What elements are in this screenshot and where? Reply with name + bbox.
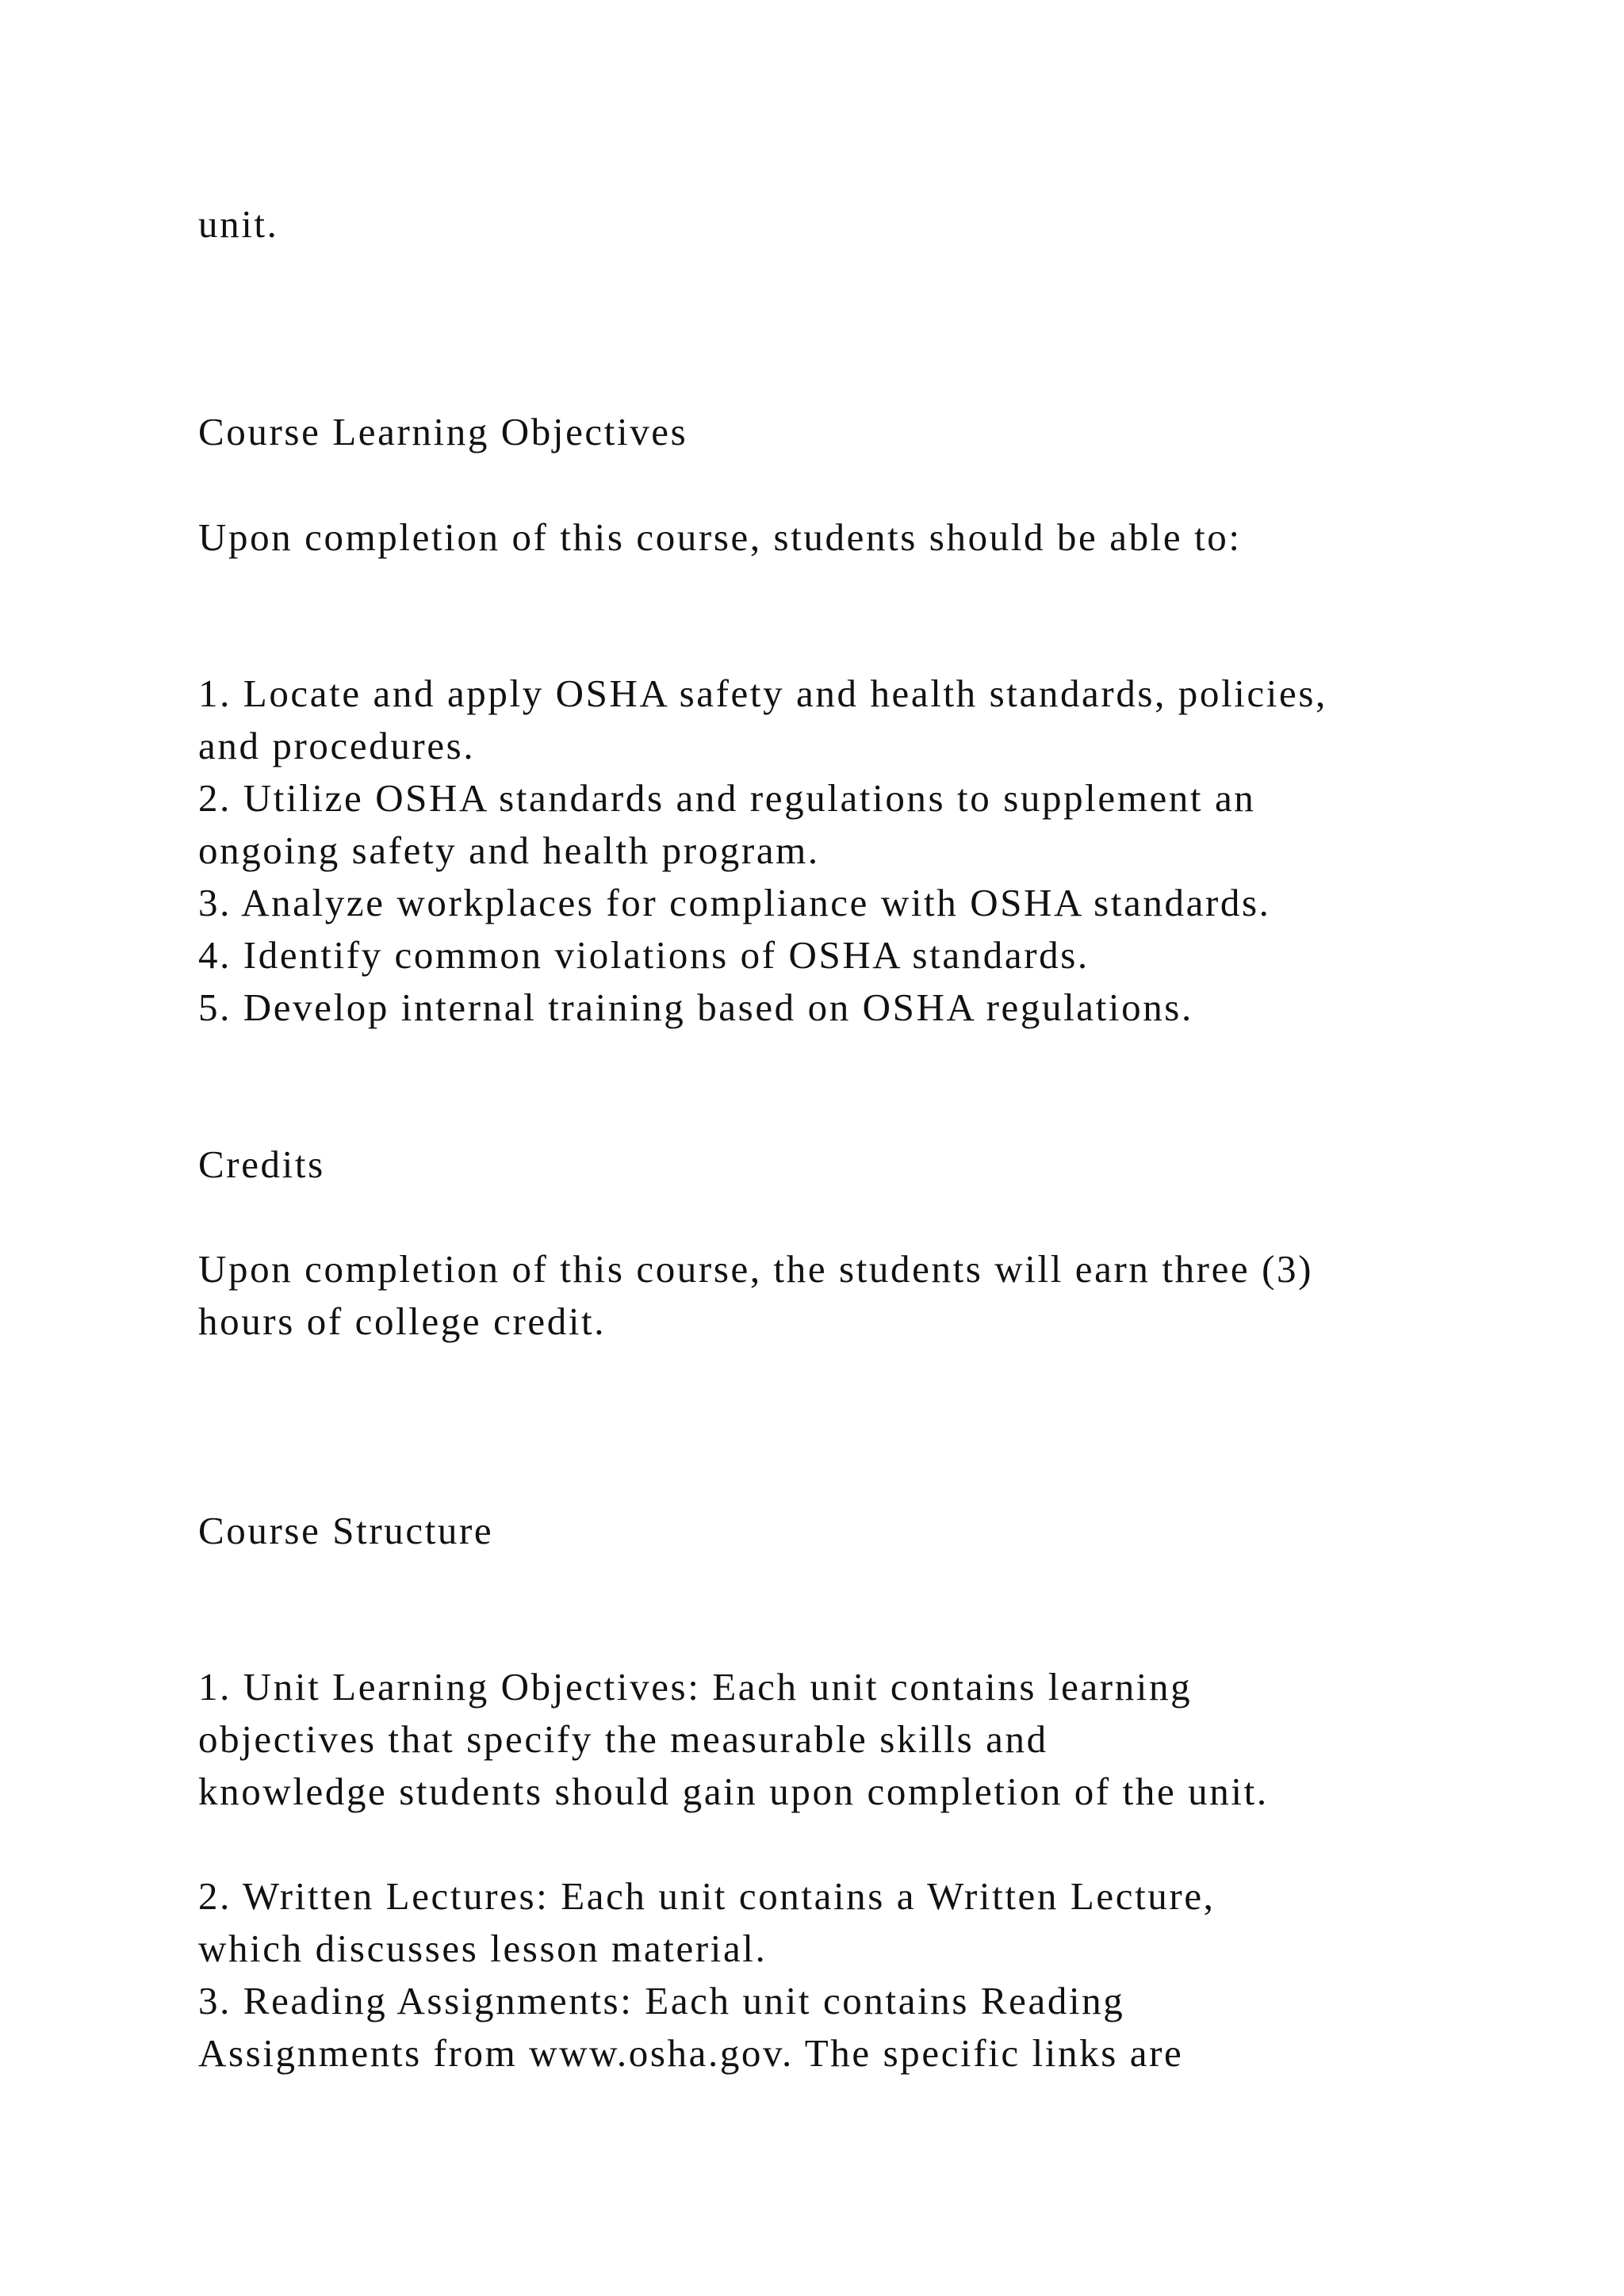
objective-line: 4. Identify common violations of OSHA standards. bbox=[198, 933, 1090, 977]
credits-line: hours of college credit. bbox=[198, 1299, 607, 1343]
objectives-heading: Course Learning Objectives bbox=[198, 410, 688, 453]
objectives-intro: Upon completion of this course, students should be able to: bbox=[198, 515, 1242, 559]
structure-heading: Course Structure bbox=[198, 1509, 494, 1552]
structure-line: which discusses lesson material. bbox=[198, 1927, 768, 1970]
objective-line: 3. Analyze workplaces for compliance with OSHA standards. bbox=[198, 881, 1271, 924]
objective-line: 5. Develop internal training based on OSHA regulations. bbox=[198, 985, 1193, 1029]
structure-line: Assignments from www.osha.gov. The specific links are bbox=[198, 2031, 1184, 2075]
objective-line: 1. Locate and apply OSHA safety and health standards, policies, bbox=[198, 672, 1327, 715]
credits-heading: Credits bbox=[198, 1142, 325, 1186]
objective-line: 2. Utilize OSHA standards and regulations to supplement an bbox=[198, 776, 1256, 820]
structure-line: 1. Unit Learning Objectives: Each unit contains learning bbox=[198, 1665, 1193, 1709]
objective-line: ongoing safety and health program. bbox=[198, 828, 820, 872]
structure-line: knowledge students should gain upon completion of the unit. bbox=[198, 1770, 1269, 1813]
credits-line: Upon completion of this course, the students will earn three (3) bbox=[198, 1247, 1314, 1291]
objective-line: and procedures. bbox=[198, 724, 476, 767]
fragment-text: unit. bbox=[198, 202, 279, 246]
structure-line: objectives that specify the measurable skills and bbox=[198, 1717, 1048, 1761]
structure-line: 3. Reading Assignments: Each unit contains Reading bbox=[198, 1979, 1125, 2022]
structure-line: 2. Written Lectures: Each unit contains a Written Lecture, bbox=[198, 1874, 1216, 1918]
